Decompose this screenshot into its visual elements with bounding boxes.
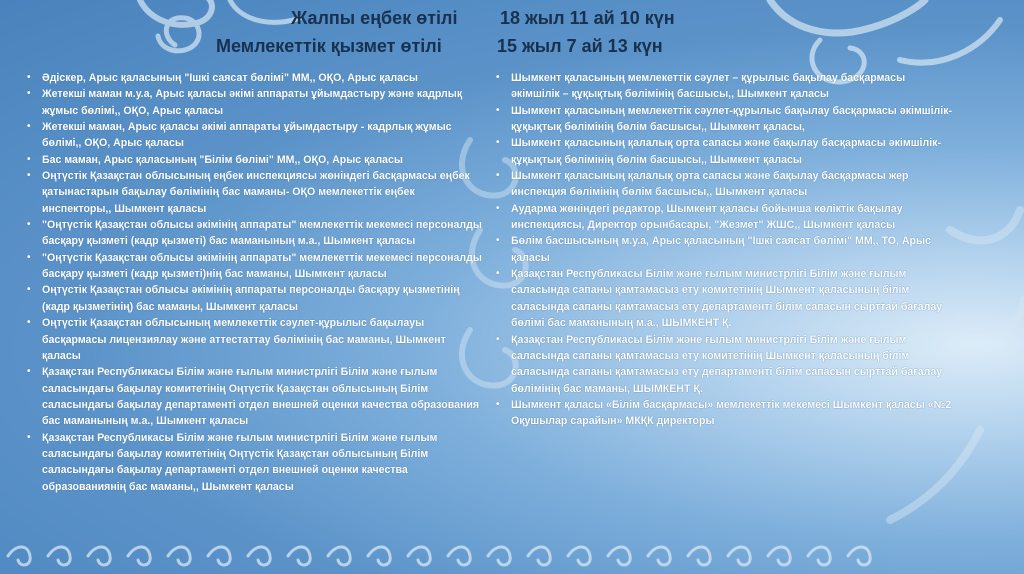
list-item [27,152,482,168]
list-item [27,430,482,495]
bullet-dot-icon: • [27,251,31,263]
list-item-text: Шымкент қаласы «Білім басқармасы» мемлекеттік мекемесі Шымкент қаласы «№2 Оқушылар сарайын» МКҚК директоры [511,398,952,428]
list-item [496,397,956,430]
list-item [27,70,482,86]
total-experience-label: Жалпы еңбек өтілі [291,8,458,28]
list-item [496,168,956,201]
bullet-dot-icon: • [27,219,31,231]
bullet-dot-icon: • [496,137,500,149]
list-item-text: Қазақстан Республикасы Білім және ғылым министрлігі Білім және ғылым саласында сапаны қамтамасыз ету комитетінің Шымкент қаласының білім саласында сапаны қамтамасыз ету департаменті білім сапасын сырттай бағалау бөлімі бас маманының м.а., ШЫМКЕНТ Қ. [511,268,943,330]
list-item-text: Аударма жөніндегі редактор, Шымкент қаласы бойынша көліктік бақылау инспекциясы, Директор орынбасары, "Жезмет" ЖШС,, Шымкент қаласы [511,202,903,232]
bullet-dot-icon: • [496,268,500,280]
list-item-text: Қазақстан Республикасы Білім және ғылым министрлігі Білім және ғылым саласында сапаны қамтамасыз ету комитетінің Шымкент қаласының білім саласында сапаны қамтамасыз ету департаменті білім сапасын сырттай бағалау бөлімінің бас маманы, ШЫМКЕНТ Қ. [511,333,943,395]
right-career-list [496,70,956,430]
bullet-dot-icon: • [27,72,31,83]
list-item-text: Бас маман, Арыс қаласының "Білім бөлімі" ММ,, ОҚО, Арыс қаласы [42,153,403,166]
bullet-dot-icon: • [27,431,31,443]
list-item-text: Шымкент қаласының мемлекеттік сәулет-құрылыс бақылау басқармасы әкімшілік-құқықтық бөлімінің бөлім басшысы,, Шымкент қаласы, [511,104,953,134]
list-item [27,364,482,429]
bullet-dot-icon: • [27,153,31,165]
list-item-text: Жетекші маман, Арыс қаласы әкімі аппараты ұйымдастыру - кадрлық жұмыс бөлімі,, ОҚО, Арыс қаласы [42,121,452,150]
list-item [27,119,482,152]
bullet-dot-icon: • [496,333,500,345]
left-career-list [27,70,482,495]
bullet-dot-icon: • [27,366,31,378]
list-item-text: Әдіскер, Арыс қаласының "Ішкі саясат бөлімі" ММ,, ОҚО, Арыс қаласы [42,72,418,84]
list-item [496,103,956,136]
bullet-dot-icon: • [27,170,31,182]
list-item-text: Қазақстан Республикасы Білім және ғылым министрлігі Білім және ғылым саласындағы бақылау комитетінің Оңтүстік Қазақстан облысының Білім саласындағы бақылау департаменті отдел внешней оценки качества образования бас маманының м.а., Шымкент қаласы [42,366,480,428]
list-item [27,86,482,119]
list-item-text: Жетекші маман м.у.а, Арыс қаласы әкімі аппараты ұйымдастыру және кадрлық жұмыс бөлімі,, ОҚО, Арыс қаласы [42,88,463,117]
list-item [496,201,956,234]
list-item-text: Шымкент қаласының қалалық орта сапасы және бақылау басқармасы әкімшілік-құқықтық бөлімінің бөлім басшысы,, Шымкент қаласы [511,137,941,166]
list-item-text: Оңтүстік Қазақстан облысының мемлекеттік сәулет-құрылыс бақылауы басқармасы лицензиялау және аттестаттау бөлімінің бас маманы, Шымкент қаласы [42,317,446,362]
bullet-dot-icon: • [27,284,31,296]
bullet-dot-icon: • [496,170,500,182]
bottom-border-ornament [0,534,1024,574]
list-item [27,168,482,217]
list-item-text: "Оңтүстік Қазақстан облысы әкімінің аппараты" мемлекеттік мекемесі персоналды басқару қызметі (кадр қызметі)нің бас маманы, Шымкент қаласы [42,251,482,281]
bullet-dot-icon: • [27,317,31,329]
bullet-dot-icon: • [496,72,500,83]
civil-service-value: 15 жыл 7 ай 13 күн [497,36,663,56]
list-item-text: Оңтүстік Қазақстан облысының еңбек инспекциясы жөніндегі басқармасы еңбек қатынастарын бақылау бөлімінің бас маманы- ОҚО мемлекеттік еңбек инспекторы,, Шымкент қаласы [42,170,470,215]
bullet-dot-icon: • [496,235,500,247]
bullet-dot-icon: • [496,202,500,214]
list-item-text: Шымкент қаласының мемлекеттік сәулет – құрылыс бақылау басқармасы әкімшілік – құқықтық бөлімінің басшысы,, Шымкент қаласы [511,72,906,101]
bullet-dot-icon: • [496,398,500,410]
list-item-text: Оңтүстік Қазақстан облысы әкімінің аппараты персоналды басқару қызметінің (кадр қызметінің) бас маманы, Шымкент қаласы [42,284,460,313]
list-item [496,70,956,103]
list-item-text: Қазақстан Республикасы Білім және ғылым министрлігі Білім және ғылым саласындағы бақылау комитетінің Оңтүстік Қазақстан облысының Білім саласындағы бақылау департаменті отдел внешней оценки качества образованиянің бас маманы,, Шымкент қаласы [42,431,438,493]
list-item [496,233,956,266]
bullet-dot-icon: • [496,104,500,116]
list-item-text: "Оңтүстік Қазақстан облысы әкімінің аппараты" мемлекеттік мекемесі персоналды басқару қызметі (кадр қызметі) бас маманының м.а., Шымкент қаласы [42,219,482,248]
list-item-text: Бөлім басшысының м.у.а, Арыс қаласының "Ішкі саясат бөлімі" ММ,, ТО, Арыс қаласы [511,235,931,264]
list-item [27,217,482,250]
list-item [27,250,482,283]
list-item [496,135,956,168]
civil-service-label: Мемлекеттік қызмет өтілі [216,36,442,56]
list-item [496,332,956,397]
list-item [27,315,482,364]
total-experience-value: 18 жыл 11 ай 10 күн [500,8,675,28]
list-item [27,282,482,315]
list-item [496,266,956,331]
bullet-dot-icon: • [27,121,31,133]
bullet-dot-icon: • [27,88,31,100]
list-item-text: Шымкент қаласының қалалық орта сапасы және бақылау басқармасы жер инспекция бөлімінің бөлім басшысы,, Шымкент қаласы [511,170,909,199]
